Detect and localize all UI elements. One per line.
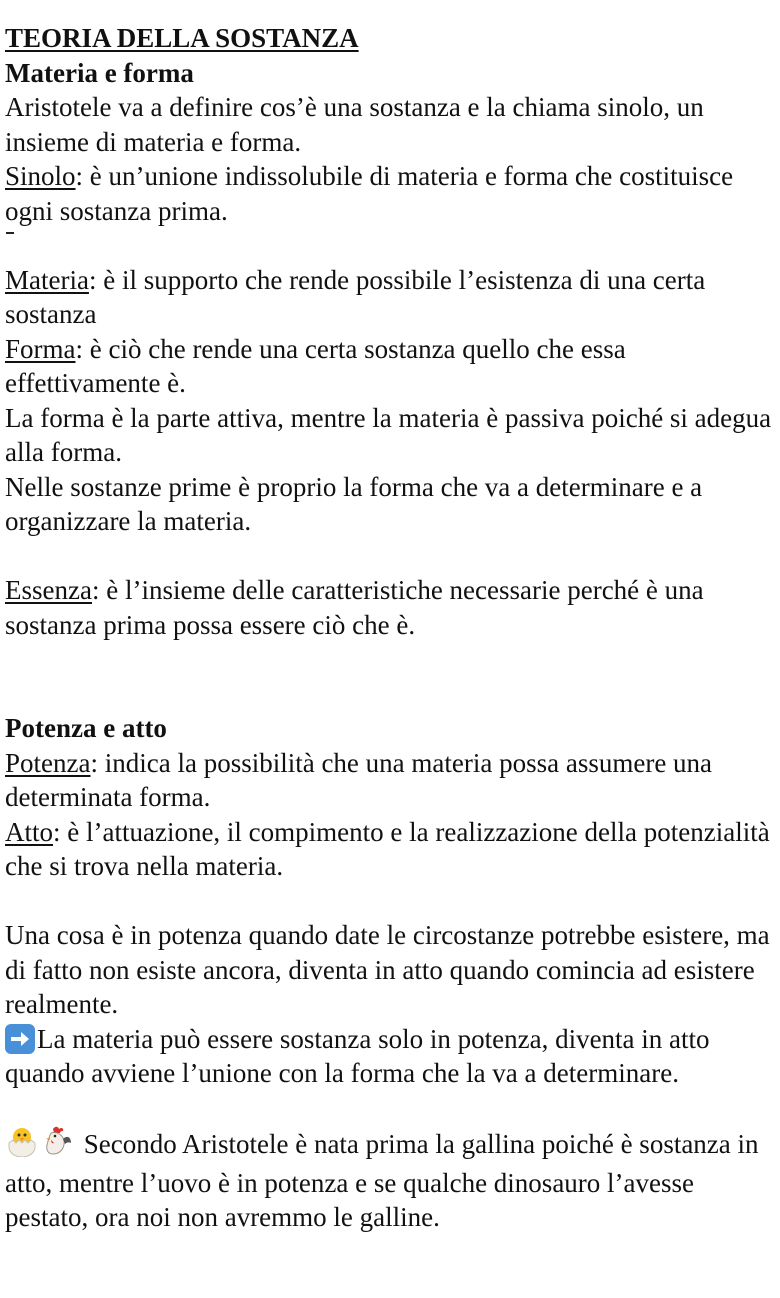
rooster-icon [43, 1125, 73, 1166]
sinolo-text: : è un’unione indissolubile di materia e forma che costituisce ogni sostanza prima. [5, 161, 734, 226]
materia-potenza-text: La materia può essere sostanza solo in potenza, diventa in atto quando avviene l’unione con la forma che la va a determinare. [5, 1023, 710, 1088]
atto-text: : è l’attuazione, il compimento e la realizzazione della potenzialità che si trova nella materia. [5, 816, 770, 881]
potenza-definition [5, 746, 775, 815]
gallina-text: Secondo Aristotele è nata prima la gallina poiché è sostanza in atto, mentre l’uovo è in potenza e se qualche dinosauro l’avesse pestato, ora noi non avremmo le galline. [5, 1129, 759, 1232]
forma-term: Forma [5, 333, 76, 364]
attiva-paragraph: La forma è la parte attiva, mentre la materia è passiva poiché si adegua alla forma. [5, 402, 772, 467]
forma-text: : è ciò che rende una certa sostanza quello che essa effettivamente è. [5, 333, 626, 398]
materia-potenza-paragraph [5, 1022, 775, 1091]
sinolo-definition [5, 159, 775, 228]
forma-definition [5, 332, 775, 401]
cosa-paragraph: Una cosa è in potenza quando date le circostanze potrebbe esistere, ma di fatto non esiste ancora, diventa in atto quando comincia ad esistere realmente. [5, 920, 770, 1019]
document [5, 21, 775, 1235]
spacer [5, 1091, 775, 1126]
essenza-term: Essenza [5, 575, 92, 605]
materia-term: Materia [5, 264, 89, 295]
atto-definition [5, 815, 775, 884]
hatching-chick-icon [5, 1125, 39, 1166]
gallina-paragraph [5, 1125, 775, 1235]
section-heading-materia-forma: Materia e forma [5, 57, 194, 88]
potenza-term: Potenza [5, 747, 91, 778]
spacer [5, 642, 775, 711]
spacer [5, 539, 775, 574]
essenza-definition [5, 573, 775, 642]
prime-paragraph: Nelle sostanze prime è proprio la forma che va a determinare e a organizzare la materia. [5, 471, 703, 536]
sinolo-term: Sinolo [5, 161, 76, 191]
page-title: TEORIA DELLA SOSTANZA [5, 23, 359, 53]
intro-paragraph: Aristotele va a definire cos’è una sostanza e la chiama sinolo, un insieme di materia e forma. [5, 92, 704, 157]
dash-mark [5, 228, 775, 263]
materia-definition [5, 263, 775, 332]
section-heading-potenza-atto: Potenza e atto [5, 713, 167, 743]
essenza-text: : è l’insieme delle caratteristiche necessarie perché è una sostanza prima possa essere ciò che è. [5, 575, 704, 640]
potenza-text: : indica la possibilità che una materia possa assumere una determinata forma. [5, 747, 713, 812]
atto-term: Atto [5, 816, 54, 847]
right-arrow-icon [5, 1024, 35, 1054]
spacer [5, 884, 775, 919]
materia-text: : è il supporto che rende possibile l’esistenza di una certa sostanza [5, 264, 706, 329]
